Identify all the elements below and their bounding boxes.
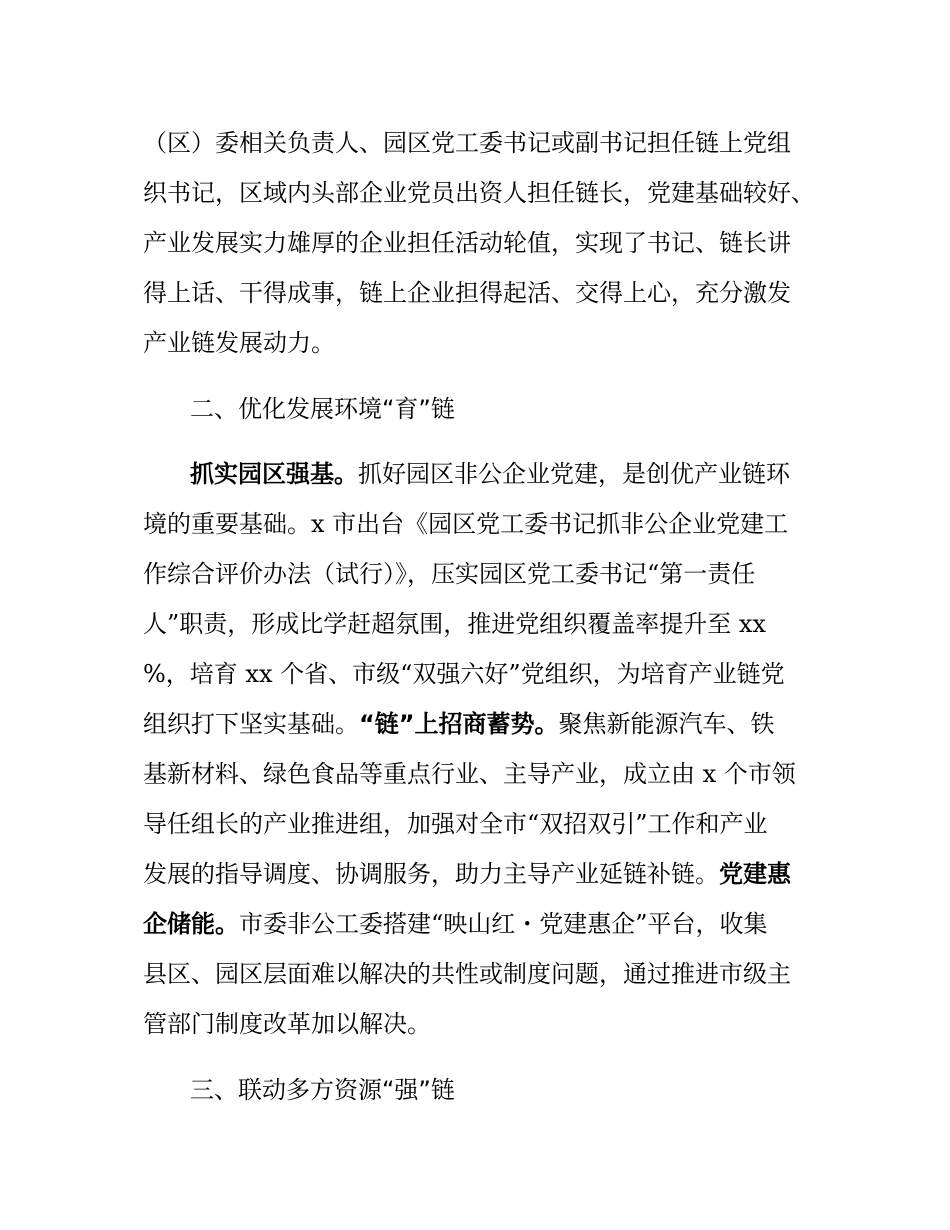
paragraph-line: 基新材料、绿色食品等重点行业、主导产业，成立由 x 个市领	[143, 760, 796, 788]
bold-lead-in: 党建惠	[719, 860, 791, 888]
paragraph-line: %，培育 xx 个省、市级“双强六好”党组织，为培育产业链党	[143, 660, 785, 688]
paragraph-text: 发展的指导调度、协调服务，助力主导产业延链补链。	[143, 860, 719, 888]
paragraph-line: 织书记，区域内头部企业党员出资人担任链长，党建基础较好、	[143, 179, 815, 207]
paragraph-line: 产业链发展动力。	[143, 329, 335, 357]
paragraph-line: 导任组长的产业推进组，加强对全市“双招双引”工作和产业	[143, 810, 768, 838]
paragraph-line	[143, 859, 791, 889]
paragraph-line: 管部门制度改革加以解决。	[143, 1010, 431, 1038]
section-heading-2: 二、优化发展环境“育”链	[190, 395, 455, 423]
paragraph-line	[143, 909, 768, 939]
paragraph-text: 市委非公工委搭建“映山红・党建惠企”平台，收集	[239, 910, 768, 938]
paragraph-line: （区）委相关负责人、园区党工委书记或副书记担任链上党组	[143, 129, 791, 157]
paragraph-line: 作综合评价办法（试行）》，压实园区党工委书记“第一责任	[143, 560, 756, 588]
paragraph-line: 境的重要基础。x 市出台《园区党工委书记抓非公企业党建工	[143, 510, 789, 538]
paragraph-line	[190, 459, 790, 489]
paragraph-line: 人”职责，形成比学赶超氛围，推进党组织覆盖率提升至 xx	[143, 610, 766, 638]
bold-lead-in: 抓实园区强基。	[190, 460, 358, 488]
paragraph-line: 县区、园区层面难以解决的共性或制度问题，通过推进市级主	[143, 960, 791, 988]
paragraph-line: 得上话、干得成事，链上企业担得起活、交得上心，充分激发	[143, 279, 791, 307]
bold-lead-in: “链”上招商蓄势。	[359, 710, 559, 738]
bold-lead-in: 企储能。	[143, 910, 239, 938]
paragraph-line	[143, 709, 775, 739]
paragraph-text: 抓好园区非公企业党建，是创优产业链环	[358, 460, 790, 488]
paragraph-text: 聚焦新能源汽车、铁	[558, 710, 775, 738]
section-heading-3: 三、联动多方资源“强”链	[190, 1076, 455, 1104]
paragraph-text: 组织打下坚实基础。	[143, 710, 359, 738]
paragraph-line: 产业发展实力雄厚的企业担任活动轮值，实现了书记、链长讲	[143, 229, 791, 257]
